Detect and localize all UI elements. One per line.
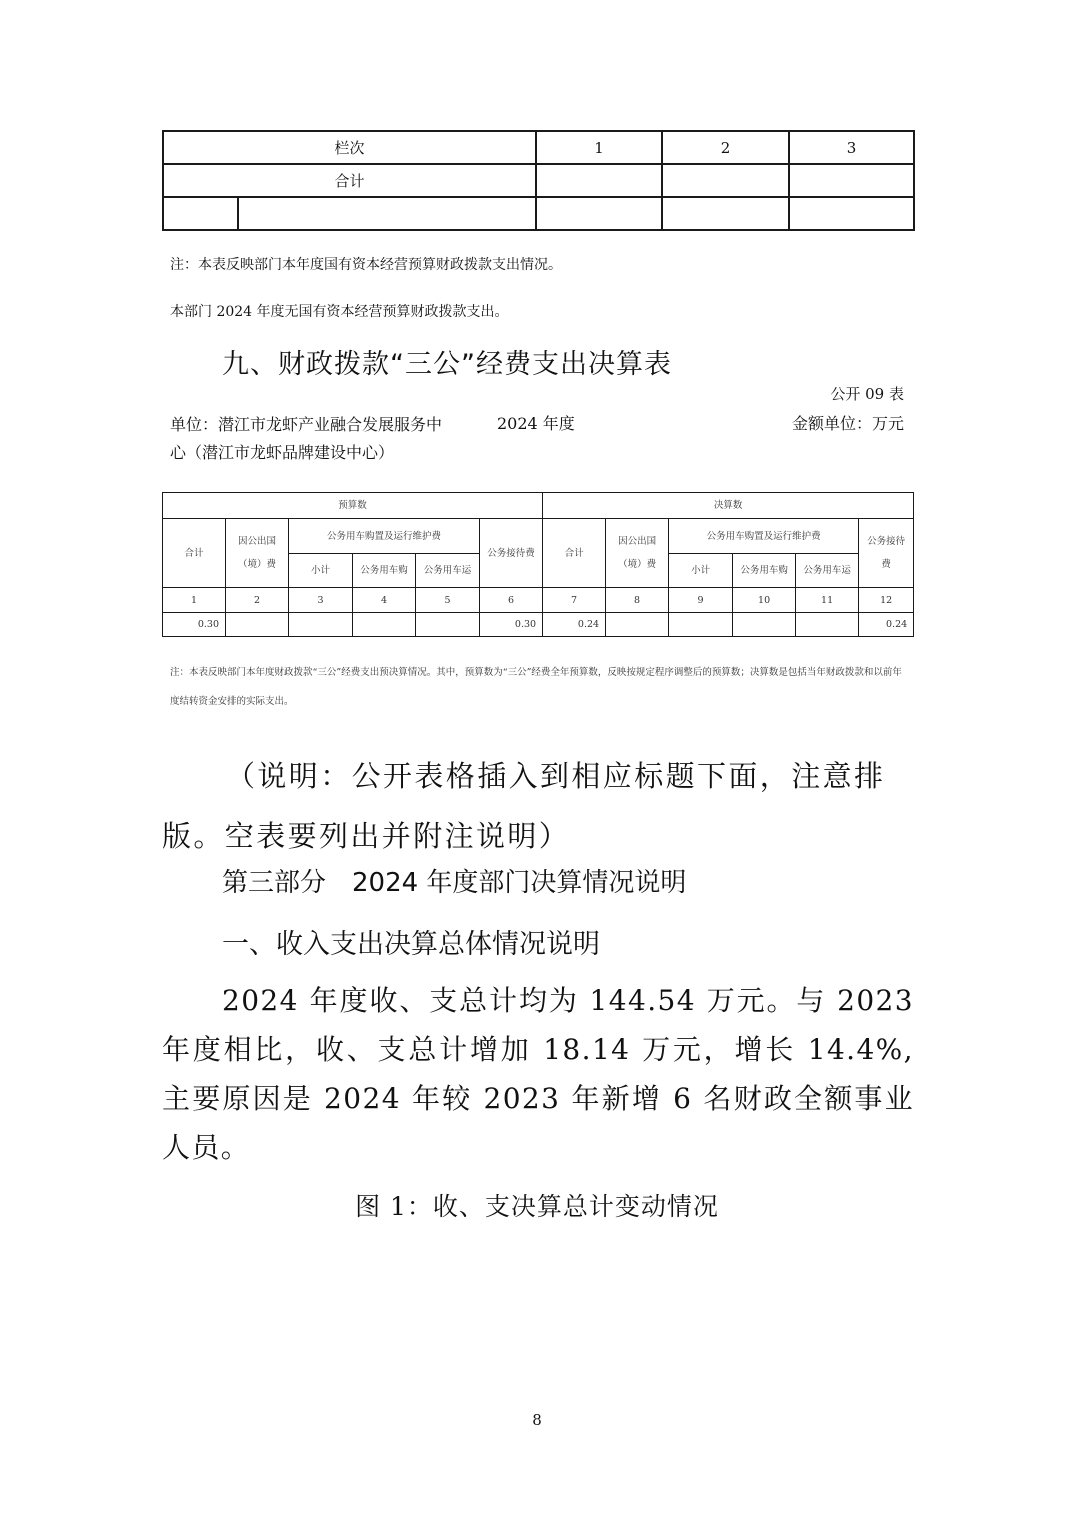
- table-cell: [662, 164, 789, 197]
- value-cell: [606, 613, 669, 637]
- table-note: 注：本表反映部门本年度国有资本经营预算财政拨款支出情况。: [170, 257, 562, 273]
- col-index: 2: [226, 588, 289, 613]
- col-index: 6: [480, 588, 543, 613]
- table-cell: [536, 164, 662, 197]
- col-operation: 公务用车运: [796, 554, 859, 588]
- table-row: [163, 197, 914, 230]
- col-abroad-line2: （境）费: [618, 559, 657, 570]
- body-paragraph: 2024 年度收、支总计均为 144.54 万元。与 2023 年度相比，收、支总计增加 18.14 万元，增长 14.4%,主要原因是 2024 年较 2023 年新增 6 名财政全额事业人员。: [162, 984, 914, 1164]
- total-label: 合计: [163, 164, 536, 197]
- col-abroad: [606, 519, 669, 588]
- three-public-expenses-table: [162, 492, 914, 637]
- col-index: 4: [353, 588, 416, 613]
- value-cell: [226, 613, 289, 637]
- table-number: 公开 09 表: [830, 385, 904, 403]
- col-purchase: 公务用车购: [353, 554, 416, 588]
- table-row: [163, 588, 914, 613]
- section-heading: 九、财政拨款“三公”经费支出决算表: [222, 349, 672, 380]
- col-number: 2: [662, 131, 789, 164]
- value-cell: [416, 613, 480, 637]
- col-index: 7: [543, 588, 606, 613]
- table-cell: [789, 197, 914, 230]
- value-cell: [733, 613, 796, 637]
- table-row: [163, 164, 914, 197]
- col-vehicle: 公务用车购置及运行维护费: [669, 519, 859, 554]
- budget-header: 预算数: [163, 493, 543, 519]
- col-index: 12: [859, 588, 914, 613]
- col-reception-line2: 费: [881, 559, 891, 570]
- col-index: 8: [606, 588, 669, 613]
- table-cell: [536, 197, 662, 230]
- part-heading: 第三部分 2024 年度部门决算情况说明: [222, 868, 687, 898]
- page-number: 8: [532, 1411, 542, 1429]
- col-index: 3: [289, 588, 353, 613]
- col-operation: 公务用车运: [416, 554, 480, 588]
- col-abroad-line1: 因公出国: [618, 536, 657, 547]
- value-cell: [669, 613, 733, 637]
- money-unit-label: 金额单位：万元: [791, 414, 904, 433]
- table-cell: [238, 197, 536, 230]
- value-cell: 0.24: [859, 613, 914, 637]
- year-label: 2024 年度: [497, 414, 575, 433]
- col-subtotal: 小计: [669, 554, 733, 588]
- col-reception-line1: 公务接待: [867, 536, 906, 547]
- state-capital-table: [162, 130, 915, 231]
- col-abroad-line2: （境）费: [237, 559, 276, 570]
- figure-caption: 图 1：收、支决算总计变动情况: [355, 1192, 719, 1221]
- col-subtotal: 小计: [289, 554, 353, 588]
- value-cell: 0.30: [163, 613, 226, 637]
- col-abroad: [226, 519, 289, 588]
- value-cell: 0.24: [543, 613, 606, 637]
- value-cell: [289, 613, 353, 637]
- table-cell: [163, 197, 238, 230]
- col-number: 3: [789, 131, 914, 164]
- value-cell: [353, 613, 416, 637]
- three-public-note: 注：本表反映部门本年度财政拨款“三公”经费支出预决算情况。其中，预算数为“三公”经费全年预算数，反映按规定程序调整后的预算数；决算数是包括当年财政拨款和以前年度结转资金安排的实际支出。: [170, 667, 902, 707]
- no-expenditure-note: 本部门 2024 年度无国有资本经营预算财政拨款支出。: [170, 304, 509, 320]
- col-total: 合计: [543, 519, 606, 588]
- table-row: [163, 493, 914, 519]
- final-header: 决算数: [543, 493, 914, 519]
- table-row: [163, 613, 914, 637]
- value-cell: 0.30: [480, 613, 543, 637]
- col-index: 1: [163, 588, 226, 613]
- table-cell: [662, 197, 789, 230]
- subsection-heading: 一、收入支出决算总体情况说明: [222, 929, 600, 960]
- explanation-paragraph: （说明：公开表格插入到相应标题下面，注意排版。空表要列出并附注说明）: [162, 759, 886, 853]
- table-row: [163, 519, 914, 554]
- table-row: [163, 131, 914, 164]
- col-abroad-line1: 因公出国: [237, 536, 276, 547]
- unit-label: 单位：潜江市龙虾产业融合发展服务中心（潜江市龙虾品牌建设中心）: [170, 415, 443, 462]
- table-cell: [789, 164, 914, 197]
- col-total: 合计: [163, 519, 226, 588]
- col-number: 1: [536, 131, 662, 164]
- col-index: 9: [669, 588, 733, 613]
- col-reception: [859, 519, 914, 588]
- col-vehicle: 公务用车购置及运行维护费: [289, 519, 480, 554]
- col-reception: 公务接待费: [480, 519, 543, 588]
- col-index: 10: [733, 588, 796, 613]
- header-label: 栏次: [163, 131, 536, 164]
- col-index: 11: [796, 588, 859, 613]
- col-index: 5: [416, 588, 480, 613]
- value-cell: [796, 613, 859, 637]
- col-purchase: 公务用车购: [733, 554, 796, 588]
